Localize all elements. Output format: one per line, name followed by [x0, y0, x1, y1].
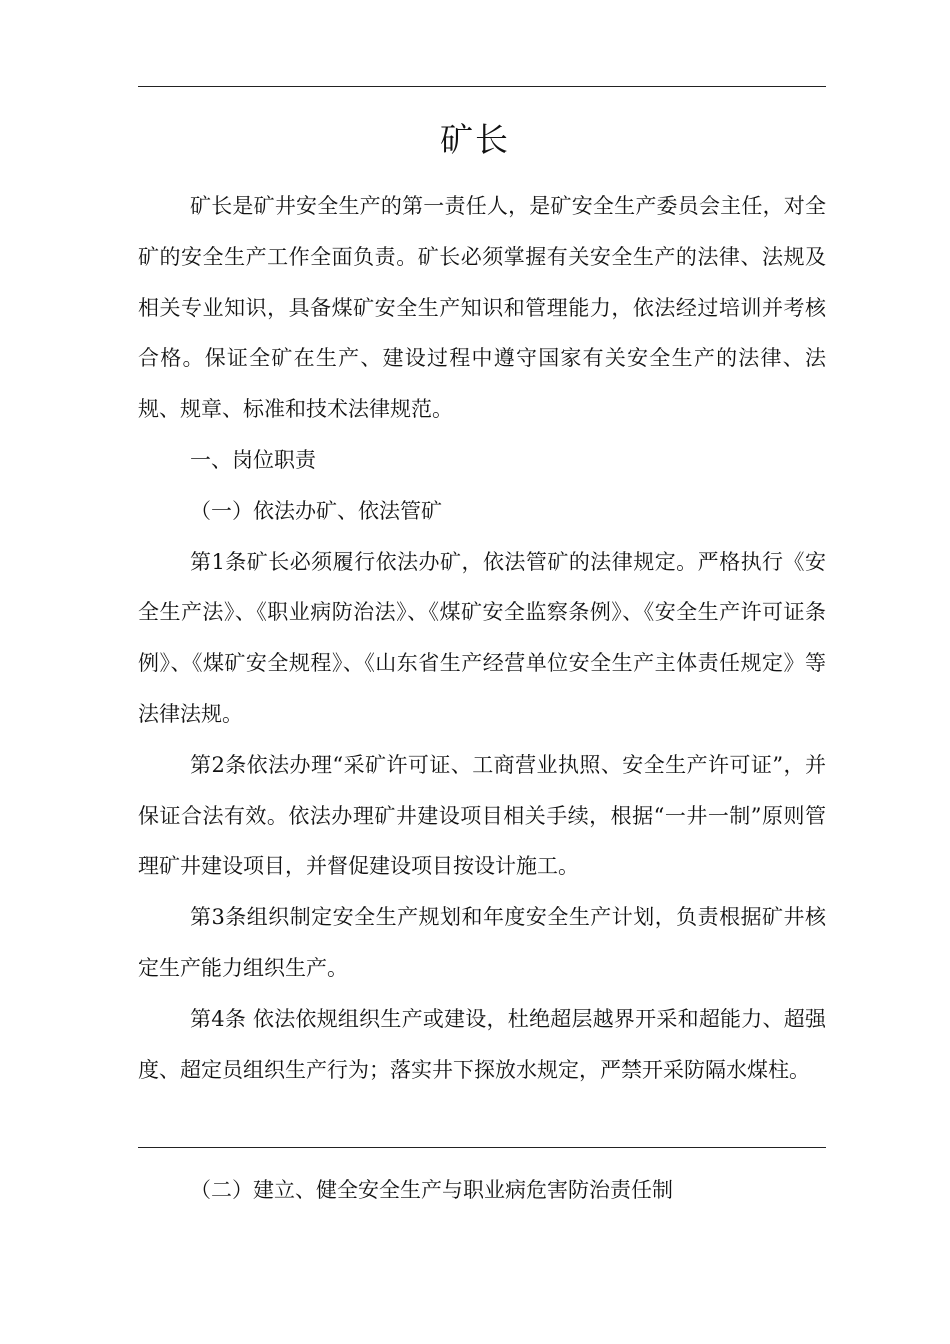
article-4: 第4条 依法依规组织生产或建设，杜绝超层越界开采和超能力、超强度、超定员组织生产行为；落实井下探放水规定，严禁开采防隔水煤柱。 — [138, 1006, 826, 1082]
document-body — [138, 181, 826, 1095]
next-section — [138, 1165, 826, 1216]
bottom-rule — [138, 1147, 826, 1148]
article-1: 第1条矿长必须履行依法办矿，依法管矿的法律规定。严格执行《安全生产法》、《职业病防治法》、《煤矿安全监察条例》、《安全生产许可证条例》、《煤矿安全规程》、《山东省生产经营单位安全生产主体责任规定》等法律法规。 — [138, 549, 826, 726]
page-title: 矿长 — [440, 120, 510, 159]
section-heading: 一、岗位职责 — [190, 447, 316, 472]
article-3: 第3条组织制定安全生产规划和年度安全生产计划，负责根据矿井核定生产能力组织生产。 — [138, 905, 826, 980]
article-2: 第2条依法办理“采矿许可证、工商营业执照、安全生产许可证”，并保证合法有效。依法办理矿井建设项目相关手续，根据“一井一制”原则管理矿井建设项目，并督促建设项目按设计施工。 — [138, 752, 826, 879]
intro-paragraph: 矿长是矿井安全生产的第一责任人，是矿安全生产委员会主任，对全矿的安全生产工作全面负责。矿长必须掌握有关安全生产的法律、法规及相关专业知识，具备煤矿安全生产知识和管理能力，依法经过培训并考核合格。保证全矿在生产、建设过程中遵守国家有关安全生产的法律、法规、规章、标准和技术法律规范。 — [138, 194, 826, 422]
subsection-heading: （一）依法办矿、依法管矿 — [190, 498, 442, 523]
subsection-heading-2: （二）建立、健全安全生产与职业病危害防治责任制 — [190, 1178, 673, 1202]
top-rule — [138, 86, 826, 87]
